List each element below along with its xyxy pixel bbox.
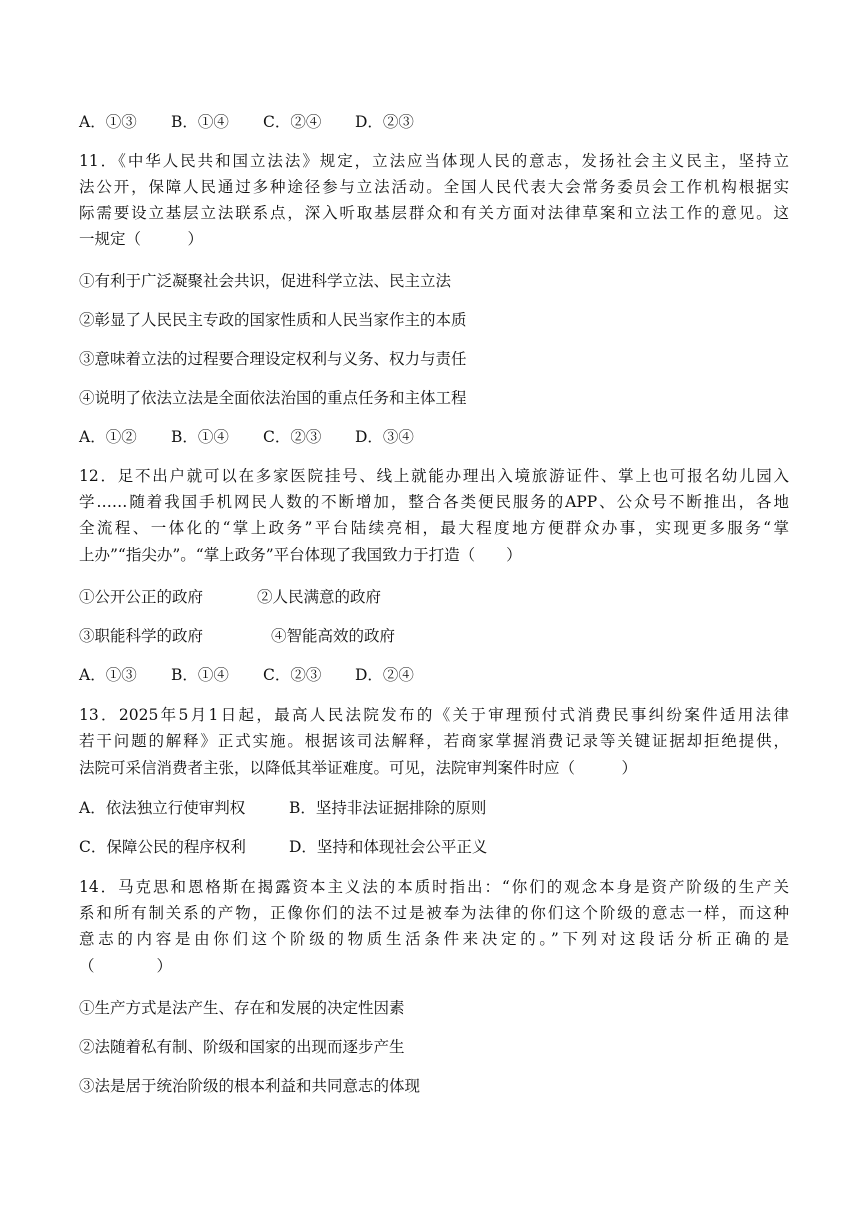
- q11-option-b[interactable]: B．①④: [171, 428, 229, 446]
- q14-stem-line: （ ）: [79, 957, 173, 975]
- q10-option-a[interactable]: A．①③: [79, 113, 137, 131]
- q12-statement: ③职能科学的政府: [79, 627, 204, 645]
- q11-statement: ③意味着立法的过程要合理设定权利与义务、权力与责任: [79, 350, 467, 368]
- q12-stem-line: 全流程、一体化的“掌上政务”平台陆续亮相，最大程度地方便群众办事，实现更多服务“掌: [79, 519, 789, 537]
- q12-statement: ④智能高效的政府: [271, 627, 396, 645]
- q12-option-c[interactable]: C．②③: [263, 666, 322, 684]
- q10-option-d[interactable]: D．②③: [355, 113, 414, 131]
- q12-statement: ①公开公正的政府: [79, 588, 204, 606]
- q11-option-c[interactable]: C．②③: [263, 428, 322, 446]
- q10-option-c[interactable]: C．②④: [263, 113, 322, 131]
- q11-statement: ②彰显了人民民主专政的国家性质和人民当家作主的本质: [79, 311, 467, 329]
- q11-option-a[interactable]: A．①②: [79, 428, 137, 446]
- q11-statement: ①有利于广泛凝聚社会共识，促进科学立法、民主立法: [79, 272, 452, 290]
- q11-statement: ④说明了依法立法是全面依法治国的重点任务和主体工程: [79, 389, 467, 407]
- q12-stem-line: 上办”“指尖办”。“掌上政务”平台体现了我国致力于打造（ ）: [79, 546, 522, 564]
- q11-option-d[interactable]: D．③④: [355, 428, 414, 446]
- q12-stem-line: 12．足不出户就可以在多家医院挂号、线上就能办理出入境旅游证件、掌上也可报名幼儿园入: [79, 467, 789, 485]
- q13-stem-line: 法院可采信消费者主张，以降低其举证难度。可见，法院审判案件时应（ ）: [79, 759, 638, 777]
- q13-option-b[interactable]: B．坚持非法证据排除的原则: [289, 799, 487, 817]
- q12-answer-row: [79, 665, 789, 685]
- q13-option-row: [79, 798, 789, 818]
- q14-stem-line: 14．马克思和恩格斯在揭露资本主义法的本质时指出：“你们的观念本身是资产阶级的生产关: [79, 878, 789, 896]
- q13-option-row: [79, 837, 789, 857]
- q12-option-a[interactable]: A．①③: [79, 666, 137, 684]
- q13-stem-line: 若干问题的解释》正式实施。根据该司法解释，若商家掌握消费记录等关键证据却拒绝提供，: [79, 732, 789, 750]
- q11-stem-line: 法公开，保障人民通过多种途径参与立法活动。全国人民代表大会常务委员会工作机构根据实: [79, 178, 789, 196]
- q12-statement: ②人民满意的政府: [257, 588, 382, 606]
- q12-statement-row: [79, 626, 789, 646]
- q12-stem-line: 学……随着我国手机网民人数的不断增加，整合各类便民服务的APP、公众号不断推出，各地: [79, 493, 789, 511]
- q14-statement: ②法随着私有制、阶级和国家的出现而逐步产生: [79, 1038, 405, 1056]
- q13-option-c[interactable]: C．保障公民的程序权利: [79, 838, 246, 856]
- q11-answer-row: [79, 427, 789, 447]
- q11-stem-line: 一规定（ ）: [79, 230, 204, 248]
- q14-statement: ①生产方式是法产生、存在和发展的决定性因素: [79, 999, 405, 1017]
- q12-statement-row: [79, 587, 789, 607]
- q13-option-a[interactable]: A．依法独立行使审判权: [79, 799, 246, 817]
- q14-stem-line: 系和所有制关系的产物，正像你们的法不过是被奉为法律的你们这个阶级的意志一样，而这种: [79, 904, 789, 922]
- q13-stem-line: 13．2025年5月1日起，最高人民法院发布的《关于审理预付式消费民事纠纷案件适用法律: [79, 706, 789, 724]
- q11-stem-line: 际需要设立基层立法联系点，深入听取基层群众和有关方面对法律草案和立法工作的意见。这: [79, 204, 789, 222]
- q10-answer-row: [79, 112, 789, 132]
- q14-statement: ③法是居于统治阶级的根本利益和共同意志的体现: [79, 1077, 421, 1095]
- q12-option-d[interactable]: D．②④: [355, 666, 414, 684]
- q11-stem-line: 11．《中华人民共和国立法法》规定，立法应当体现人民的意志，发扬社会主义民主，坚持立: [79, 152, 789, 170]
- q14-stem-line: 意志的内容是由你们这个阶级的物质生活条件来决定的。”下列对这段话分析正确的是: [79, 930, 789, 948]
- q10-option-b[interactable]: B．①④: [171, 113, 229, 131]
- q13-option-d[interactable]: D．坚持和体现社会公平正义: [289, 838, 488, 856]
- q12-option-b[interactable]: B．①④: [171, 666, 229, 684]
